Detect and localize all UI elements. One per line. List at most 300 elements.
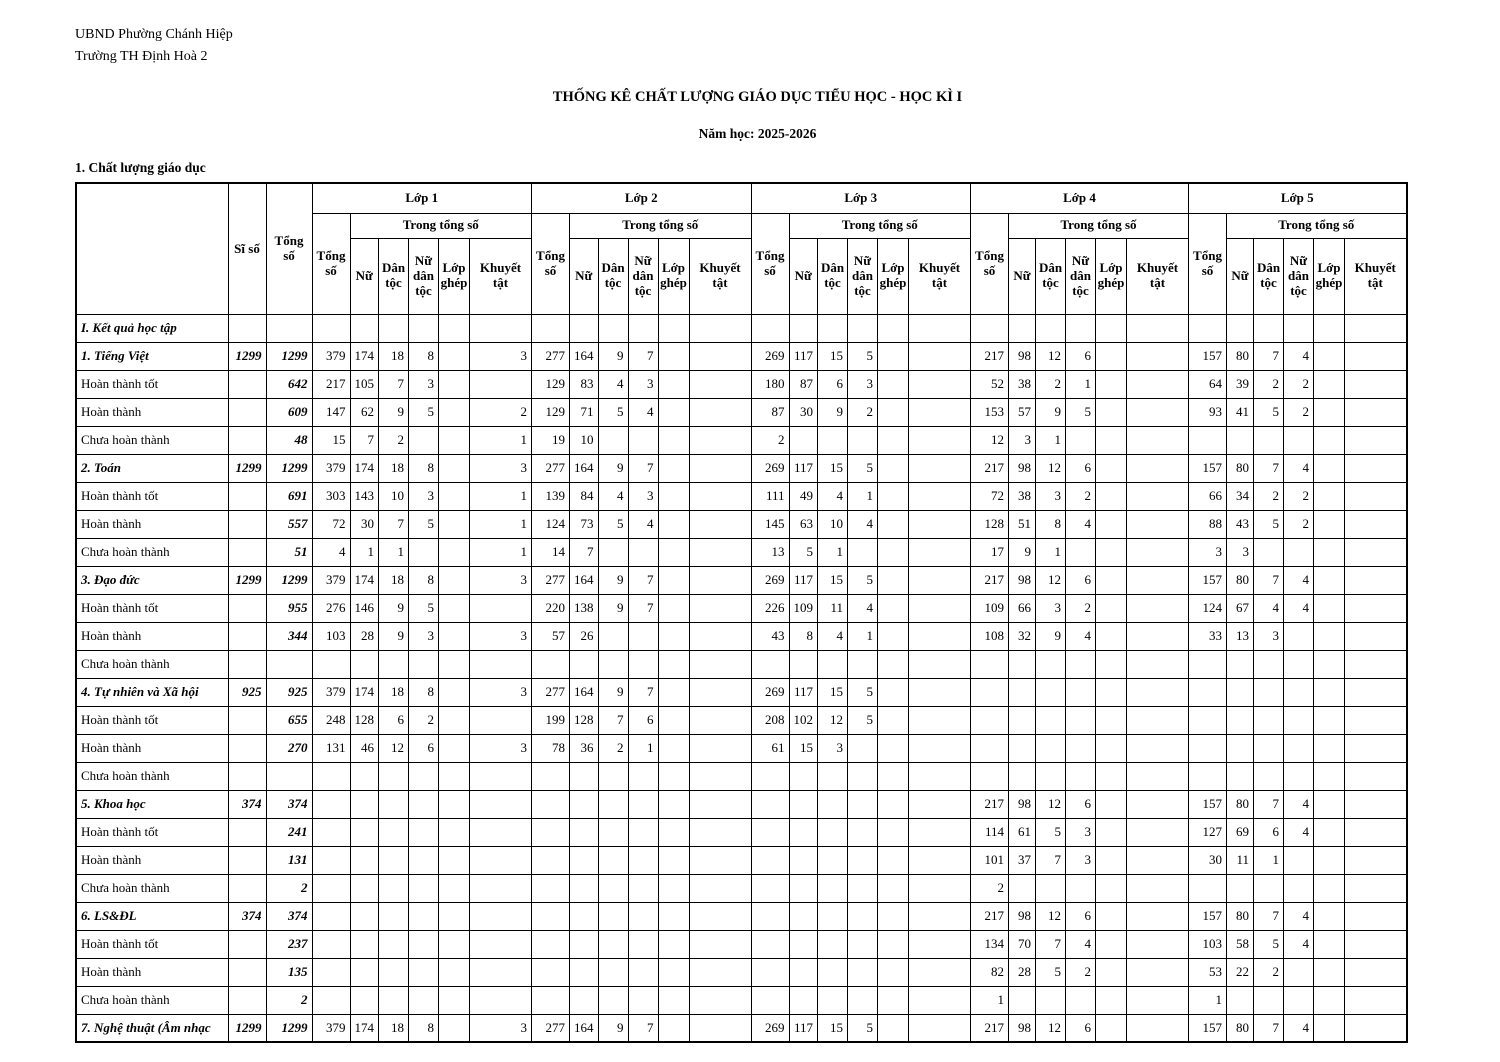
data-cell: 925 <box>228 678 266 706</box>
data-cell <box>409 958 439 986</box>
data-cell <box>1066 762 1096 790</box>
data-cell <box>818 846 848 874</box>
data-cell: 78 <box>532 734 570 762</box>
data-cell: 3 <box>470 342 532 370</box>
data-cell <box>689 510 751 538</box>
data-cell <box>1036 314 1066 342</box>
data-cell <box>532 930 570 958</box>
data-cell <box>1284 706 1314 734</box>
data-cell: 3 <box>1036 482 1066 510</box>
data-cell: 374 <box>228 902 266 930</box>
column-header: Nữ <box>570 238 599 314</box>
table-row <box>76 678 1407 706</box>
data-cell: 3 <box>1227 538 1254 566</box>
data-cell <box>1345 678 1407 706</box>
data-cell <box>439 342 470 370</box>
data-cell <box>628 986 658 1014</box>
data-cell <box>228 622 266 650</box>
data-cell: 58 <box>1227 930 1254 958</box>
data-cell: 28 <box>350 622 379 650</box>
data-cell: 129 <box>532 370 570 398</box>
data-cell: 109 <box>971 594 1009 622</box>
data-cell: 2 <box>1066 482 1096 510</box>
data-cell <box>1009 678 1036 706</box>
data-cell: 87 <box>751 398 789 426</box>
data-cell: 379 <box>312 566 350 594</box>
data-cell: 9 <box>1009 538 1036 566</box>
data-cell <box>350 874 379 902</box>
data-cell: 66 <box>1189 482 1227 510</box>
data-cell <box>1127 314 1189 342</box>
data-cell <box>470 370 532 398</box>
data-cell: 7 <box>1254 342 1284 370</box>
data-cell: 1 <box>1036 426 1066 454</box>
data-cell <box>658 314 689 342</box>
data-cell: 5 <box>409 594 439 622</box>
data-cell <box>848 538 878 566</box>
data-cell <box>1096 594 1127 622</box>
data-cell <box>818 818 848 846</box>
data-cell: 103 <box>1189 930 1227 958</box>
data-cell: 277 <box>532 1014 570 1042</box>
data-cell: 174 <box>350 454 379 482</box>
data-cell <box>439 846 470 874</box>
data-cell: 4 <box>1066 622 1096 650</box>
data-cell <box>1127 482 1189 510</box>
data-cell <box>909 818 971 846</box>
data-cell: 15 <box>818 1014 848 1042</box>
data-cell: 5 <box>848 566 878 594</box>
data-cell: 4 <box>848 594 878 622</box>
data-cell <box>1314 650 1345 678</box>
data-cell: 30 <box>789 398 818 426</box>
data-cell <box>1284 426 1314 454</box>
data-cell <box>1314 762 1345 790</box>
data-cell <box>1127 370 1189 398</box>
data-cell <box>439 930 470 958</box>
data-cell <box>1096 314 1127 342</box>
data-cell <box>1066 734 1096 762</box>
data-cell: 8 <box>409 566 439 594</box>
data-cell: 6 <box>1066 902 1096 930</box>
row-label-cell: Hoàn thành tốt <box>76 482 228 510</box>
row-label-cell: Hoàn thành <box>76 734 228 762</box>
row-label-cell: 1. Tiếng Việt <box>76 342 228 370</box>
data-cell <box>1127 342 1189 370</box>
data-cell <box>1096 510 1127 538</box>
column-header: Khuyết tật <box>689 238 751 314</box>
data-cell: 117 <box>789 678 818 706</box>
data-cell <box>1096 818 1127 846</box>
data-cell: 4 <box>312 538 350 566</box>
data-cell: 8 <box>789 622 818 650</box>
data-cell: 101 <box>971 846 1009 874</box>
data-cell <box>439 790 470 818</box>
table-row <box>76 538 1407 566</box>
table-row <box>76 734 1407 762</box>
data-cell: 18 <box>379 1014 409 1042</box>
data-cell <box>1127 846 1189 874</box>
data-cell <box>1314 958 1345 986</box>
data-cell <box>878 958 909 986</box>
table-row <box>76 790 1407 818</box>
data-cell: 4 <box>818 622 848 650</box>
data-cell <box>1036 706 1066 734</box>
data-cell <box>658 398 689 426</box>
data-cell <box>532 818 570 846</box>
data-cell: 925 <box>266 678 312 706</box>
data-cell <box>409 930 439 958</box>
data-cell <box>1127 930 1189 958</box>
column-header: Nữ <box>1009 238 1036 314</box>
data-cell: 93 <box>1189 398 1227 426</box>
data-cell: 557 <box>266 510 312 538</box>
data-cell <box>1254 650 1284 678</box>
data-cell: 80 <box>1227 902 1254 930</box>
data-cell <box>789 762 818 790</box>
column-header: Dân tộc <box>379 238 409 314</box>
data-cell: 2 <box>971 874 1009 902</box>
data-cell <box>878 762 909 790</box>
data-cell <box>689 650 751 678</box>
data-cell <box>439 874 470 902</box>
data-cell <box>789 930 818 958</box>
data-cell <box>1314 678 1345 706</box>
data-cell <box>878 314 909 342</box>
data-cell: 124 <box>532 510 570 538</box>
data-cell <box>878 454 909 482</box>
data-cell <box>878 510 909 538</box>
data-cell <box>1345 930 1407 958</box>
data-cell: 3 <box>1189 538 1227 566</box>
corner-cell <box>76 183 228 314</box>
data-cell <box>409 314 439 342</box>
data-cell: 157 <box>1189 454 1227 482</box>
column-header: Tổng số <box>266 183 312 314</box>
data-cell: 12 <box>379 734 409 762</box>
data-cell: 2 <box>598 734 628 762</box>
data-cell <box>1096 454 1127 482</box>
data-cell: 6 <box>1066 342 1096 370</box>
data-cell <box>1096 874 1127 902</box>
data-cell: 7 <box>1036 846 1066 874</box>
data-cell: 1299 <box>266 1014 312 1042</box>
data-cell <box>878 426 909 454</box>
data-cell <box>439 538 470 566</box>
class-group-header: Lớp 5 <box>1189 183 1407 213</box>
data-cell: 28 <box>1009 958 1036 986</box>
data-cell: 226 <box>751 594 789 622</box>
data-cell <box>1189 874 1227 902</box>
data-cell <box>878 734 909 762</box>
data-cell: 57 <box>1009 398 1036 426</box>
data-cell: 1 <box>971 986 1009 1014</box>
data-cell <box>1314 846 1345 874</box>
data-cell: 7 <box>1254 1014 1284 1042</box>
data-cell <box>1127 594 1189 622</box>
data-cell <box>1345 790 1407 818</box>
data-cell <box>228 986 266 1014</box>
data-cell: 63 <box>789 510 818 538</box>
data-cell: 127 <box>1189 818 1227 846</box>
data-cell: 7 <box>379 510 409 538</box>
data-cell <box>909 454 971 482</box>
data-cell <box>658 510 689 538</box>
data-cell <box>598 650 628 678</box>
row-label-cell: Hoàn thành <box>76 958 228 986</box>
data-cell: 1 <box>1066 370 1096 398</box>
data-cell <box>1227 314 1254 342</box>
column-header: Lớp ghép <box>1314 238 1345 314</box>
data-cell <box>689 706 751 734</box>
data-cell <box>1036 762 1066 790</box>
data-cell <box>1254 538 1284 566</box>
data-cell: 46 <box>350 734 379 762</box>
data-cell <box>689 986 751 1014</box>
data-cell: 4 <box>1284 902 1314 930</box>
data-cell: 43 <box>751 622 789 650</box>
data-cell: 217 <box>971 1014 1009 1042</box>
data-cell <box>658 902 689 930</box>
data-cell <box>228 846 266 874</box>
data-cell: 2 <box>1254 482 1284 510</box>
column-header: Trong tổng số <box>1009 213 1189 238</box>
data-cell <box>312 930 350 958</box>
data-cell: 3 <box>470 622 532 650</box>
data-cell: 11 <box>818 594 848 622</box>
data-cell <box>789 874 818 902</box>
data-cell <box>878 790 909 818</box>
data-cell: 3 <box>818 734 848 762</box>
data-cell: 109 <box>789 594 818 622</box>
data-cell <box>1127 706 1189 734</box>
data-cell: 15 <box>818 342 848 370</box>
data-cell <box>379 650 409 678</box>
data-cell <box>1314 902 1345 930</box>
data-cell: 30 <box>1189 846 1227 874</box>
data-cell: 12 <box>1036 454 1066 482</box>
column-header: Nữ dân tộc <box>1284 238 1314 314</box>
table-row <box>76 706 1407 734</box>
table-row <box>76 566 1407 594</box>
column-header: Dân tộc <box>598 238 628 314</box>
data-cell: 4 <box>1284 594 1314 622</box>
data-cell: 80 <box>1227 1014 1254 1042</box>
data-cell: 37 <box>1009 846 1036 874</box>
data-cell: 1299 <box>228 1014 266 1042</box>
data-cell <box>689 734 751 762</box>
data-cell: 12 <box>1036 790 1066 818</box>
data-cell: 164 <box>570 342 599 370</box>
data-cell <box>350 902 379 930</box>
data-cell: 128 <box>971 510 1009 538</box>
data-cell <box>598 874 628 902</box>
data-cell <box>628 902 658 930</box>
data-cell <box>1189 650 1227 678</box>
data-cell <box>228 314 266 342</box>
row-label-cell: Hoàn thành tốt <box>76 370 228 398</box>
data-cell: 180 <box>751 370 789 398</box>
data-cell <box>878 874 909 902</box>
data-cell <box>350 650 379 678</box>
data-cell <box>1345 622 1407 650</box>
data-cell: 217 <box>971 342 1009 370</box>
data-cell: 3 <box>848 370 878 398</box>
data-cell: 164 <box>570 454 599 482</box>
data-cell <box>228 482 266 510</box>
data-cell <box>789 426 818 454</box>
data-cell <box>1127 874 1189 902</box>
data-cell: 5 <box>1036 818 1066 846</box>
data-cell <box>1127 902 1189 930</box>
data-cell: 80 <box>1227 454 1254 482</box>
data-cell <box>1189 734 1227 762</box>
data-cell: 8 <box>409 1014 439 1042</box>
data-cell <box>1066 426 1096 454</box>
data-cell: 2 <box>1284 510 1314 538</box>
data-cell: 114 <box>971 818 1009 846</box>
data-cell <box>1096 370 1127 398</box>
data-cell <box>658 566 689 594</box>
data-cell <box>658 342 689 370</box>
column-header: Dân tộc <box>1036 238 1066 314</box>
column-header: Trong tổng số <box>789 213 971 238</box>
data-cell <box>1345 566 1407 594</box>
data-cell <box>628 762 658 790</box>
data-cell: 7 <box>350 426 379 454</box>
data-cell <box>228 930 266 958</box>
row-label-cell: Hoàn thành tốt <box>76 594 228 622</box>
data-cell: 3 <box>1009 426 1036 454</box>
data-cell <box>570 650 599 678</box>
data-cell: 1 <box>350 538 379 566</box>
data-cell: 2 <box>1066 958 1096 986</box>
data-cell: 64 <box>1189 370 1227 398</box>
data-cell <box>1284 986 1314 1014</box>
data-cell: 655 <box>266 706 312 734</box>
data-cell <box>658 734 689 762</box>
data-cell <box>1096 762 1127 790</box>
data-cell <box>598 902 628 930</box>
data-cell: 379 <box>312 454 350 482</box>
data-cell <box>228 398 266 426</box>
data-cell <box>909 678 971 706</box>
data-cell: 3 <box>1066 846 1096 874</box>
data-cell: 80 <box>1227 790 1254 818</box>
data-cell <box>409 902 439 930</box>
data-cell: 117 <box>789 454 818 482</box>
data-cell: 3 <box>1066 818 1096 846</box>
data-cell: 277 <box>532 342 570 370</box>
data-cell: 9 <box>379 622 409 650</box>
data-cell <box>848 762 878 790</box>
data-cell <box>312 762 350 790</box>
data-cell: 5 <box>1066 398 1096 426</box>
data-cell <box>1127 986 1189 1014</box>
data-cell: 1 <box>1189 986 1227 1014</box>
data-cell: 2 <box>470 398 532 426</box>
data-cell <box>228 594 266 622</box>
data-cell <box>439 986 470 1014</box>
data-cell <box>228 762 266 790</box>
data-cell <box>658 538 689 566</box>
data-cell <box>818 426 848 454</box>
data-cell <box>878 650 909 678</box>
data-cell: 6 <box>409 734 439 762</box>
data-cell <box>689 398 751 426</box>
data-cell: 237 <box>266 930 312 958</box>
table-row <box>76 874 1407 902</box>
column-header: Dân tộc <box>1254 238 1284 314</box>
data-cell: 38 <box>1009 482 1036 510</box>
data-cell <box>689 902 751 930</box>
row-label-cell: Hoàn thành tốt <box>76 930 228 958</box>
column-header: Lớp ghép <box>439 238 470 314</box>
data-cell <box>1096 930 1127 958</box>
data-cell <box>1254 706 1284 734</box>
data-cell <box>1066 874 1096 902</box>
data-cell: 4 <box>1284 790 1314 818</box>
data-cell <box>689 314 751 342</box>
column-header: Nữ <box>789 238 818 314</box>
data-cell <box>439 566 470 594</box>
column-header: Nữ dân tộc <box>848 238 878 314</box>
data-cell: 277 <box>532 678 570 706</box>
data-cell <box>350 958 379 986</box>
table-row <box>76 510 1407 538</box>
data-cell: 2 <box>1284 398 1314 426</box>
data-cell: 2 <box>266 874 312 902</box>
data-cell <box>878 930 909 958</box>
data-cell <box>470 902 532 930</box>
data-cell: 4 <box>818 482 848 510</box>
data-cell: 4 <box>598 370 628 398</box>
data-cell: 1 <box>470 482 532 510</box>
data-cell <box>1345 342 1407 370</box>
data-cell <box>658 762 689 790</box>
data-cell <box>658 370 689 398</box>
data-cell: 9 <box>1036 398 1066 426</box>
data-cell <box>818 986 848 1014</box>
data-cell: 33 <box>1189 622 1227 650</box>
data-cell: 270 <box>266 734 312 762</box>
data-cell <box>818 874 848 902</box>
org-name: UBND Phường Chánh Hiệp <box>75 27 233 42</box>
data-cell <box>878 538 909 566</box>
data-cell <box>1254 314 1284 342</box>
data-cell: 6 <box>1066 790 1096 818</box>
row-label-cell: Hoàn thành <box>76 510 228 538</box>
data-cell <box>1314 510 1345 538</box>
data-cell <box>848 790 878 818</box>
data-cell: 7 <box>628 678 658 706</box>
data-cell <box>570 790 599 818</box>
data-cell <box>1189 706 1227 734</box>
data-cell <box>1096 734 1127 762</box>
data-cell <box>689 790 751 818</box>
row-label-cell: Hoàn thành <box>76 846 228 874</box>
data-cell: 108 <box>971 622 1009 650</box>
data-cell: 248 <box>312 706 350 734</box>
data-cell: 82 <box>971 958 1009 986</box>
data-cell <box>570 818 599 846</box>
data-cell: 12 <box>1036 1014 1066 1042</box>
data-cell <box>1127 454 1189 482</box>
column-header: Khuyết tật <box>909 238 971 314</box>
table-row <box>76 370 1407 398</box>
data-cell <box>379 874 409 902</box>
data-cell <box>379 958 409 986</box>
